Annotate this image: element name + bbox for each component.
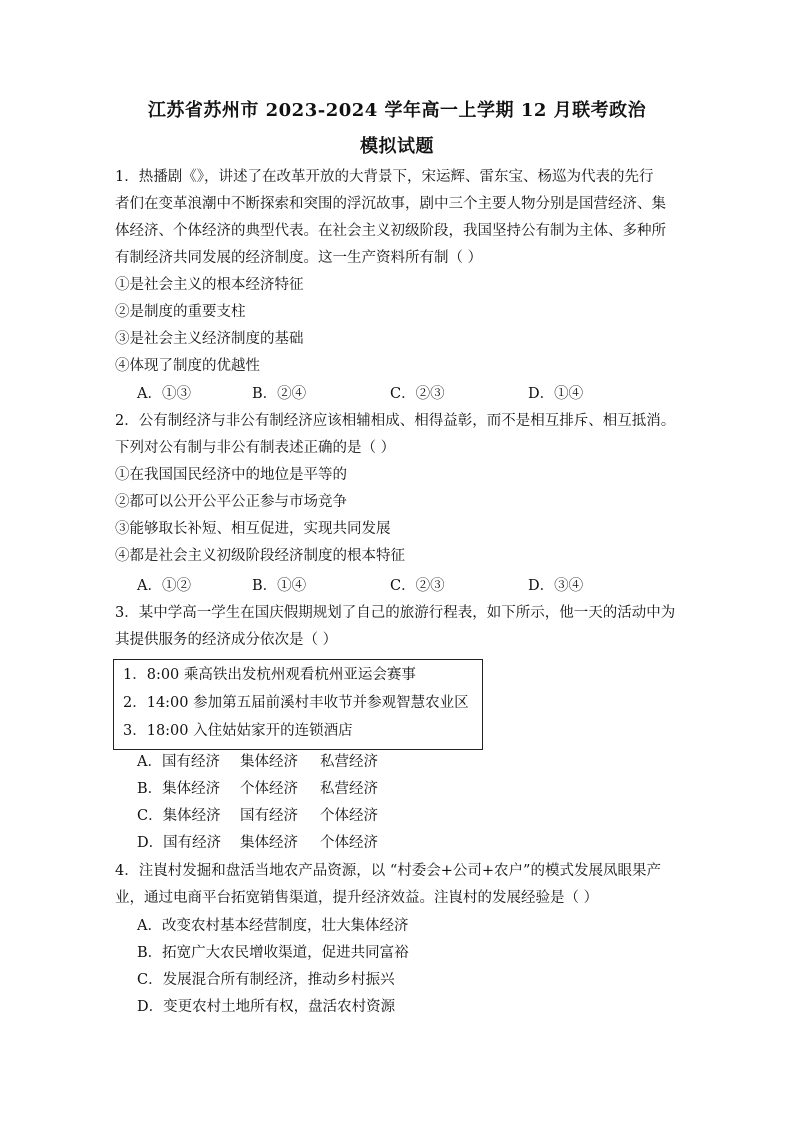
q2-option-c[interactable]: C．②③ bbox=[390, 578, 445, 594]
q2-option-b[interactable]: B．①④ bbox=[252, 578, 307, 594]
exam-title: 江苏省苏州市 2023-2024 学年高一上学期 12 月联考政治 bbox=[147, 100, 647, 121]
q1-stem-line: 1．热播剧《》，讲述了在改革开放的大背景下，宋运辉、雷东宝、杨巡为代表的先行 bbox=[115, 169, 654, 185]
q4-option-a[interactable]: A．改变农村基本经营制度，壮大集体经济 bbox=[137, 918, 409, 934]
q1-stem-line: 有制经济共同发展的经济制度。这一生产资料所有制（ ） bbox=[115, 250, 483, 266]
q4-stem-line: 4．注崀村发掘和盘活当地农产品资源，以 “村委会+公司+农户”的模式发展凤眼果产 bbox=[115, 863, 661, 879]
exam-subtitle: 模拟试题 bbox=[360, 136, 434, 157]
itinerary-box bbox=[113, 659, 483, 750]
q4-option-b[interactable]: B．拓宽广大农民增收渠道，促进共同富裕 bbox=[137, 945, 409, 961]
q2-option-d[interactable]: D．③④ bbox=[528, 578, 584, 594]
q2-stem-line: 2．公有制经济与非公有制经济应该相辅相成、相得益彰，而不是相互排斥、相互抵消。 bbox=[115, 413, 676, 429]
q1-item: ①是社会主义的根本经济特征 bbox=[115, 277, 304, 293]
q4-stem-line: 业，通过电商平台拓宽销售渠道，提升经济效益。注崀村的发展经验是（ ） bbox=[115, 890, 599, 906]
itinerary-item: 1．8:00 乘高铁出发杭州观看杭州亚运会赛事 bbox=[123, 667, 416, 683]
q3-option-c-part: C．集体经济 bbox=[137, 808, 221, 824]
q3-option-a-part: A．国有经济 bbox=[137, 754, 220, 770]
q2-option-a[interactable]: A．①② bbox=[137, 578, 191, 594]
q1-stem-line: 者们在变革浪潮中不断探索和突围的浮沉故事，剧中三个主要人物分别是国营经济、集 bbox=[115, 196, 666, 212]
q3-option-a-part: 私营经济 bbox=[320, 754, 378, 770]
q2-item: ②都可以公开公平公正参与市场竞争 bbox=[115, 494, 347, 510]
q1-option-d[interactable]: D．①④ bbox=[528, 386, 584, 402]
q3-option-b-part: 私营经济 bbox=[320, 781, 378, 797]
q3-option-d-part: 个体经济 bbox=[320, 835, 378, 851]
q3-option-c-part: 个体经济 bbox=[320, 808, 378, 824]
q2-item: ③能够取长补短、相互促进，实现共同发展 bbox=[115, 521, 391, 537]
itinerary-item: 3．18:00 入住姑姑家开的连锁酒店 bbox=[123, 723, 353, 739]
q3-option-b-part: 个体经济 bbox=[240, 781, 298, 797]
q3-option-c-part: 国有经济 bbox=[240, 808, 298, 824]
q2-stem-line: 下列对公有制与非公有制表述正确的是（ ） bbox=[115, 440, 396, 456]
q3-option-b-part: B．集体经济 bbox=[137, 781, 221, 797]
q3-stem-line: 其提供服务的经济成分依次是（ ） bbox=[115, 632, 338, 648]
q1-item: ②是制度的重要支柱 bbox=[115, 304, 246, 320]
itinerary-item: 2．14:00 参加第五届前溪村丰收节并参观智慧农业区 bbox=[123, 695, 469, 711]
q3-option-d-part: 集体经济 bbox=[240, 835, 298, 851]
q1-item: ③是社会主义经济制度的基础 bbox=[115, 331, 304, 347]
q4-option-c[interactable]: C．发展混合所有制经济，推动乡村振兴 bbox=[137, 972, 395, 988]
q2-item: ④都是社会主义初级阶段经济制度的根本特征 bbox=[115, 548, 405, 564]
q1-option-b[interactable]: B．②④ bbox=[252, 386, 307, 402]
q2-item: ①在我国国民经济中的地位是平等的 bbox=[115, 467, 347, 483]
q1-item: ④体现了制度的优越性 bbox=[115, 358, 260, 374]
q3-stem-line: 3．某中学高一学生在国庆假期规划了自己的旅游行程表，如下所示，他一天的活动中为 bbox=[115, 605, 676, 621]
q1-option-c[interactable]: C．②③ bbox=[390, 386, 445, 402]
q1-stem-line: 体经济、个体经济的典型代表。在社会主义初级阶段，我国坚持公有制为主体、多种所 bbox=[115, 223, 666, 239]
q3-option-a-part: 集体经济 bbox=[240, 754, 298, 770]
q1-option-a[interactable]: A．①③ bbox=[137, 386, 191, 402]
q4-option-d[interactable]: D．变更农村土地所有权，盘活农村资源 bbox=[137, 999, 396, 1015]
q3-option-d-part: D．国有经济 bbox=[137, 835, 222, 851]
